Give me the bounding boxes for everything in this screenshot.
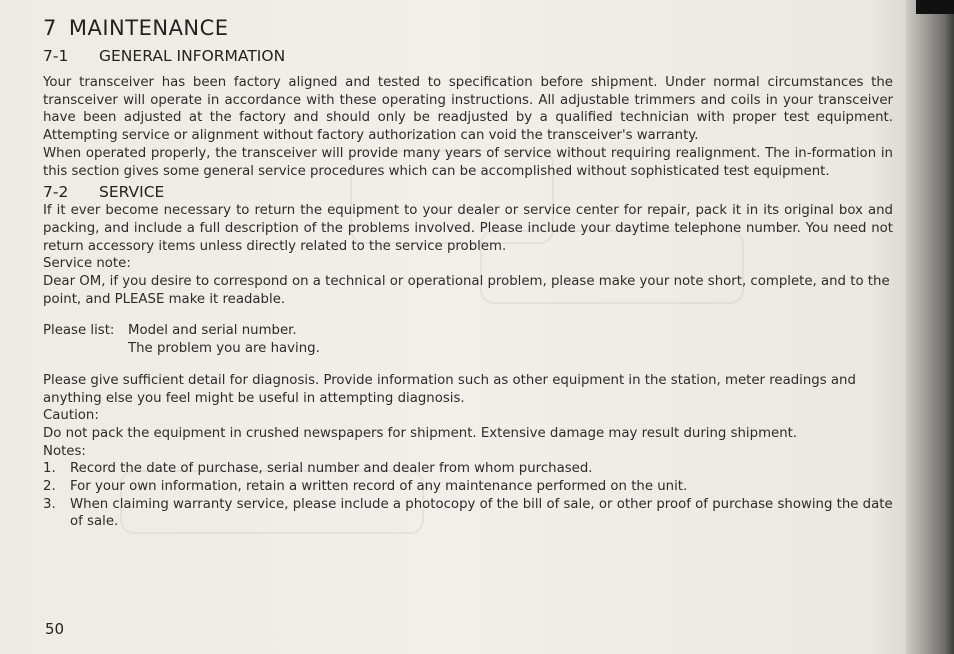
chapter-title: MAINTENANCE xyxy=(68,16,229,40)
note-item: 1. Record the date of purchase, serial number and dealer from whom purchased. xyxy=(43,461,593,477)
caution-label: Caution: xyxy=(43,408,99,424)
general-info-paragraph-2: When operated properly, the transceiver will provide many years of service without requiring realignment. The in-formation in this section gives some general service procedures which can be accomplished without sophisticated test equipment. xyxy=(43,145,893,179)
chapter-heading xyxy=(43,14,893,42)
chapter-number: 7 xyxy=(43,16,57,40)
page-content xyxy=(43,14,893,531)
section-title: SERVICE xyxy=(99,183,165,202)
service-paragraph: If it ever become necessary to return the equipment to your dealer or service center for repair, pack it in its original box and packing, and include a full description of the problems involved. Please include your daytime telephone number. You need not return accessory items unless directly related to the service problem. xyxy=(43,203,893,254)
please-list-item: The problem you are having. xyxy=(128,341,320,357)
please-list-item: Model and serial number. xyxy=(128,323,297,339)
note-item: 3. When claiming warranty service, please include a photocopy of the bill of sale, or other proof of purchase showing the date of sale. xyxy=(43,496,893,530)
section-heading-service xyxy=(43,182,893,202)
section-heading-general-information xyxy=(43,46,893,66)
detail-paragraph: Please give sufficient detail for diagnosis. Provide information such as other equipment in the station, meter readings and anything else you feel might be useful in attempting diagnosis. xyxy=(43,372,856,406)
page-number: 50 xyxy=(45,620,65,638)
please-list-label: Please list: xyxy=(43,323,115,339)
service-note-label: Service note: xyxy=(43,256,131,272)
notes-label: Notes: xyxy=(43,443,86,459)
service-note-text: Dear OM, if you desire to correspond on a technical or operational problem, please make your note short, complete, and to the point, and PLEASE make it readable. xyxy=(43,274,890,307)
section-number: 7-2 xyxy=(43,183,69,202)
general-info-paragraph-1: Your transceiver has been factory aligned and tested to specification before shipment. Under normal circumstances the transceiver will operate in accordance with these operating instructions. All adjustable trimmers and coils in your transceiver have been adjusted at the factory and should only be readjusted by a qualified technician with proper test equipment. Attempting service or alignment without factory authorization can void the transceiver's warranty. xyxy=(43,75,893,144)
section-title: GENERAL INFORMATION xyxy=(99,47,286,65)
caution-text: Do not pack the equipment in crushed newspapers for shipment. Extensive damage may result during shipment. xyxy=(43,425,798,441)
notes-list xyxy=(43,460,893,531)
please-list xyxy=(43,322,893,357)
section-number: 7-1 xyxy=(43,47,69,65)
page-binding-top xyxy=(916,0,954,14)
page-binding-shadow xyxy=(906,0,954,654)
note-item: 2. For your own information, retain a written record of any maintenance performed on the unit. xyxy=(43,479,688,495)
